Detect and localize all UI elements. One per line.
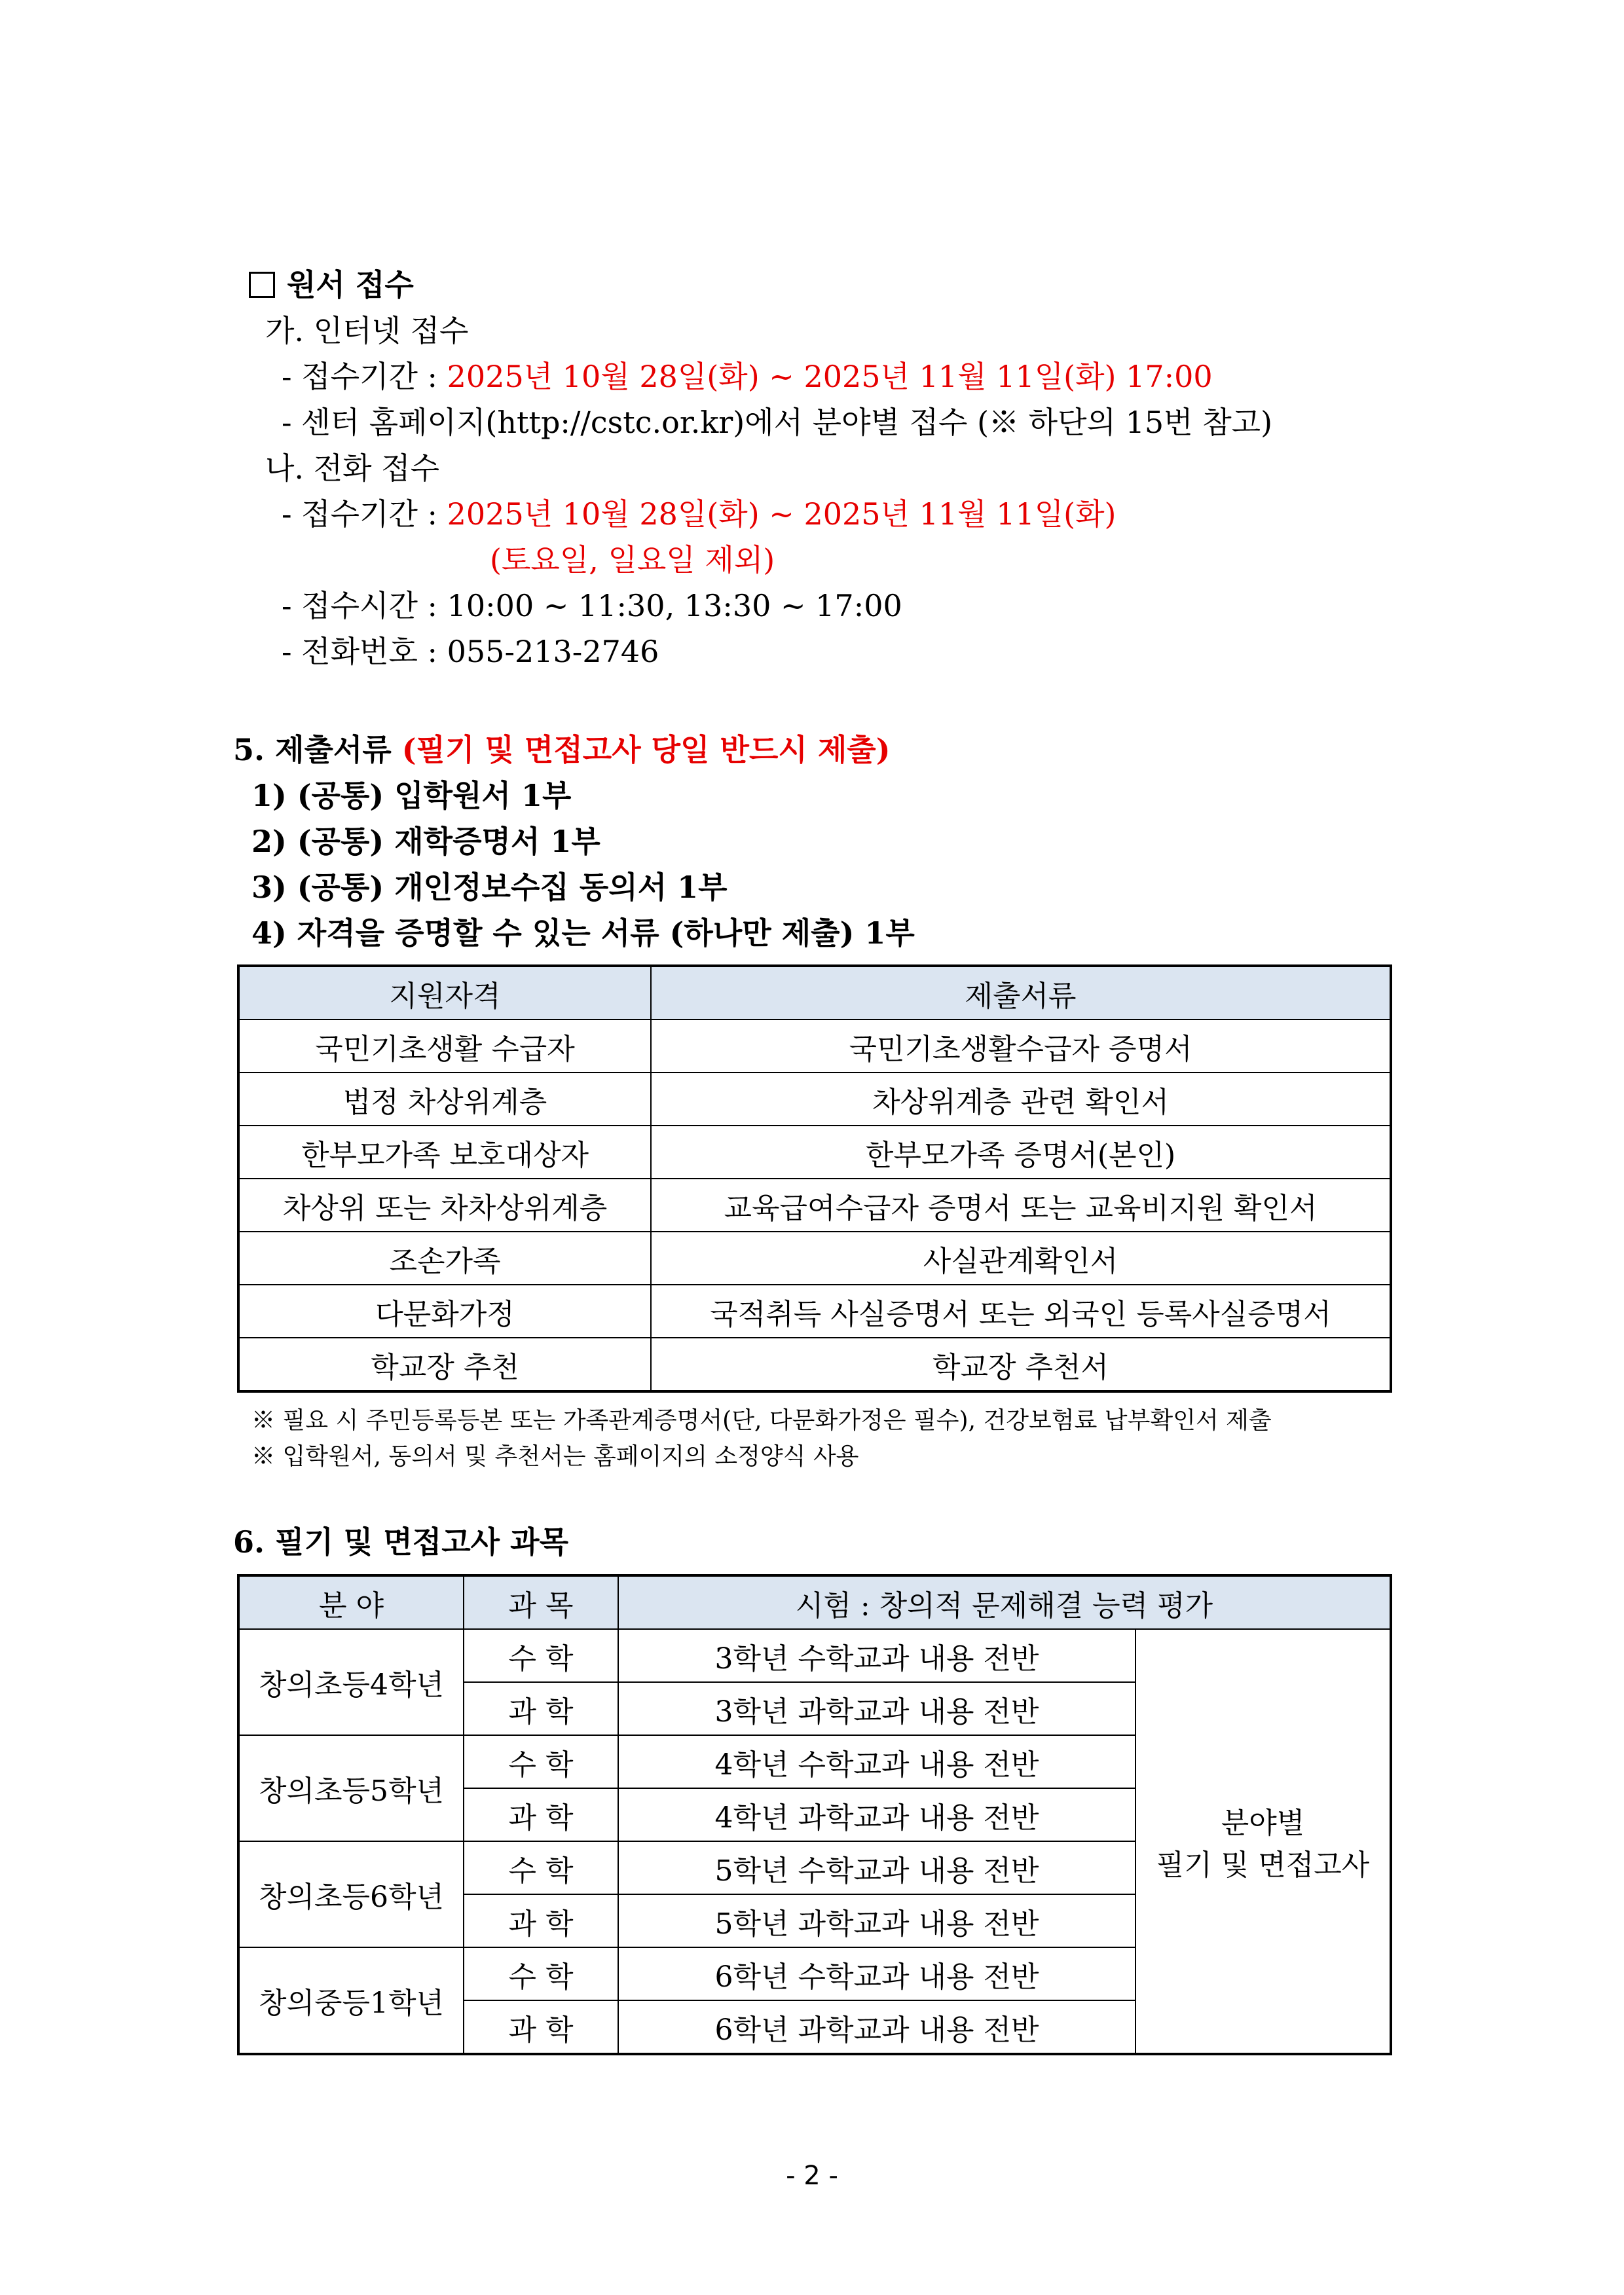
content-cell: 5학년 수학교과 내용 전반 — [618, 1841, 1135, 1894]
exam-subjects-table — [237, 1574, 1392, 2055]
header-exam: 시험 : 창의적 문제해결 능력 평가 — [618, 1575, 1391, 1629]
subject-cell: 과 학 — [464, 2000, 618, 2054]
table-header-row — [238, 1575, 1391, 1629]
documents-note: ※ 입학원서, 동의서 및 추천서는 홈페이지의 소정양식 사용 — [251, 1443, 859, 1470]
subject-cell: 과 학 — [464, 1894, 618, 1947]
document-cell: 차상위계층 관련 확인서 — [651, 1073, 1391, 1126]
field-cell: 창의초등4학년 — [238, 1629, 464, 1735]
qualification-cell: 차상위 또는 차차상위계층 — [238, 1179, 651, 1232]
document-cell: 한부모가족 증명서(본인) — [651, 1126, 1391, 1179]
subject-cell: 수 학 — [464, 1735, 618, 1788]
document-cell: 교육급여수급자 증명서 또는 교육비지원 확인서 — [651, 1179, 1391, 1232]
document-cell: 국민기초생활수급자 증명서 — [651, 1019, 1391, 1073]
internet-period-value: 2025년 10월 28일(화) ~ 2025년 11월 11일(화) 17:00 — [447, 359, 1213, 394]
table-row — [238, 1338, 1391, 1391]
document-item: 1) (공통) 입학원서 1부 — [251, 778, 572, 813]
qualification-cell: 다문화가정 — [238, 1285, 651, 1338]
qualification-cell: 학교장 추천 — [238, 1338, 651, 1391]
reception-heading: 원서 접수 — [249, 265, 414, 304]
phone-period-exclusion: (토요일, 일요일 제외) — [490, 542, 775, 578]
header-documents: 제출서류 — [651, 966, 1391, 1019]
content-cell: 3학년 과학교과 내용 전반 — [618, 1682, 1135, 1735]
content-cell: 6학년 과학교과 내용 전반 — [618, 2000, 1135, 2054]
content-cell: 3학년 수학교과 내용 전반 — [618, 1629, 1135, 1682]
content-cell: 6학년 수학교과 내용 전반 — [618, 1947, 1135, 2000]
qualification-cell: 법정 차상위계층 — [238, 1073, 651, 1126]
subject-cell: 수 학 — [464, 1629, 618, 1682]
table-row — [238, 1019, 1391, 1073]
header-subject: 과 목 — [464, 1575, 618, 1629]
checkbox-square-icon — [249, 272, 275, 298]
qualification-cell: 한부모가족 보호대상자 — [238, 1126, 651, 1179]
phone-period-value: 2025년 10월 28일(화) ~ 2025년 11월 11일(화) — [447, 496, 1116, 532]
phone-title: 나. 전화 접수 — [265, 450, 440, 486]
exam-heading: 6. 필기 및 면접고사 과목 — [233, 1524, 569, 1560]
table-header-row — [238, 966, 1391, 1019]
phone-period: - 접수기간 : 2025년 10월 28일(화) ~ 2025년 11월 11일(화) — [282, 496, 1116, 532]
content-cell: 5학년 과학교과 내용 전반 — [618, 1894, 1135, 1947]
subject-cell: 수 학 — [464, 1841, 618, 1894]
documents-note: ※ 필요 시 주민등록등본 또는 가족관계증명서(단, 다문화가정은 필수), 건강보험료 납부확인서 제출 — [251, 1407, 1272, 1434]
table-row — [238, 1232, 1391, 1285]
content-cell: 4학년 과학교과 내용 전반 — [618, 1788, 1135, 1841]
document-cell: 사실관계확인서 — [651, 1232, 1391, 1285]
qualification-cell: 국민기초생활 수급자 — [238, 1019, 651, 1073]
document-item: 2) (공통) 재학증명서 1부 — [251, 824, 600, 859]
subject-cell: 과 학 — [464, 1788, 618, 1841]
phone-hours: - 접수시간 : 10:00 ~ 11:30, 13:30 ~ 17:00 — [282, 588, 902, 623]
header-qualification: 지원자격 — [238, 966, 651, 1019]
documents-heading: 5. 제출서류 (필기 및 면접고사 당일 반드시 제출) — [233, 732, 891, 767]
header-field: 분 야 — [238, 1575, 464, 1629]
internet-method: - 센터 홈페이지(http://cstc.or.kr)에서 분야별 접수 (※ 하단의 15번 참고) — [282, 405, 1273, 440]
document-item: 3) (공통) 개인정보수집 동의서 1부 — [251, 870, 728, 905]
field-cell: 창의중등1학년 — [238, 1947, 464, 2054]
document-item: 4) 자격을 증명할 수 있는 서류 (하나만 제출) 1부 — [251, 915, 915, 951]
internet-title: 가. 인터넷 접수 — [265, 313, 469, 348]
document-cell: 국적취득 사실증명서 또는 외국인 등록사실증명서 — [651, 1285, 1391, 1338]
subject-cell: 과 학 — [464, 1682, 618, 1735]
table-row — [238, 1285, 1391, 1338]
content-cell: 4학년 수학교과 내용 전반 — [618, 1735, 1135, 1788]
internet-period: - 접수기간 : 2025년 10월 28일(화) ~ 2025년 11월 11일(화) 17:00 — [282, 359, 1213, 394]
page-number: - 2 - — [786, 2161, 838, 2191]
phone-number: - 전화번호 : 055-213-2746 — [282, 634, 659, 669]
documents-table — [237, 964, 1392, 1393]
qualification-cell: 조손가족 — [238, 1232, 651, 1285]
subject-cell: 수 학 — [464, 1947, 618, 2000]
table-row — [238, 1073, 1391, 1126]
table-row — [238, 1629, 1391, 1682]
documents-heading-note: (필기 및 면접고사 당일 반드시 제출) — [401, 732, 891, 767]
field-cell: 창의초등6학년 — [238, 1841, 464, 1947]
table-row — [238, 1126, 1391, 1179]
merged-exam-note: 분야별 필기 및 면접고사 — [1135, 1629, 1391, 2054]
field-cell: 창의초등5학년 — [238, 1735, 464, 1841]
table-row — [238, 1179, 1391, 1232]
document-cell: 학교장 추천서 — [651, 1338, 1391, 1391]
